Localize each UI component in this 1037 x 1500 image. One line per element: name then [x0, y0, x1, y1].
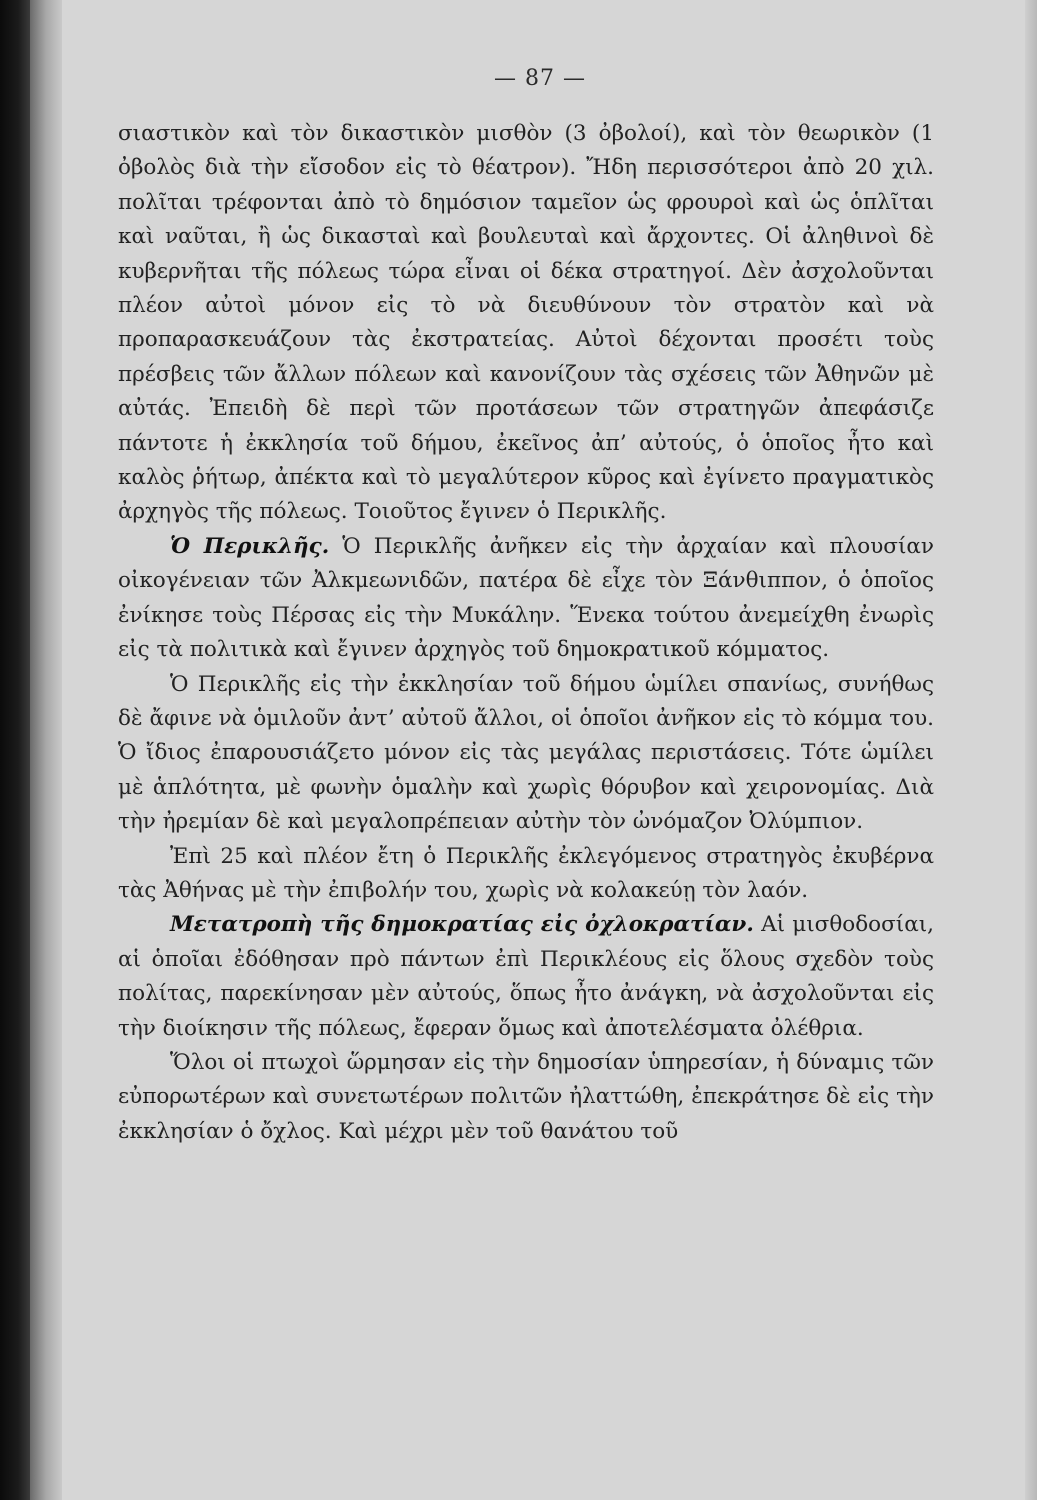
paragraph-text: Ἐπὶ 25 καὶ πλέον ἔτη ὁ Περικλῆς ἐκλεγόμενος στρατηγὸς ἐκυβέρνα τὰς Ἀθήνας μὲ τὴν ἐπιβολήν του, χωρὶς νὰ κολακεύῃ τὸν λαόν. [118, 843, 934, 903]
paragraph [118, 668, 934, 840]
side-heading: Μετατροπὴ τῆς δημοκρατίας εἰς ὀχλοκρατίαν. [170, 912, 754, 938]
paragraph [118, 117, 934, 530]
paragraph-text: Ὅλοι οἱ πτωχοὶ ὥρμησαν εἰς τὴν δημοσίαν ὑπηρεσίαν, ἡ δύναμις τῶν εὐπορωτέρων καὶ συνετωτέρων πολιτῶν ἠλαττώθη, ἐπεκράτησε δὲ εἰς τὴν ἐκκλησίαν ὁ ὄχλος. Καὶ μέχρι μὲν τοῦ θανάτου τοῦ [118, 1049, 934, 1144]
paragraph [118, 530, 934, 668]
paragraph [118, 840, 934, 909]
side-heading: Ὁ Περικλῆς. [170, 533, 330, 559]
book-gutter [30, 0, 62, 1500]
body-text [118, 117, 934, 1149]
paragraph [118, 1046, 934, 1149]
book-binding-shadow [0, 0, 30, 1500]
paragraph-text: Ὁ Περικλῆς ἀνῆκεν εἰς τὴν ἀρχαίαν καὶ πλουσίαν οἰκογένειαν τῶν Ἀλκμεωνιδῶν, πατέρα δὲ εἶχε τὸν Ξάνθιππον, ὁ ὁποῖος ἐνίκησε τοὺς Πέρσας εἰς τὴν Μυκάλην. Ἕνεκα τούτου ἀνεμείχθη ἐνωρὶς εἰς τὰ πολιτικὰ καὶ ἔγινεν ἀρχηγὸς τοῦ δημοκρατικοῦ κόμματος. [118, 533, 934, 663]
paragraph-text: Αἱ μισθοδοσίαι, αἱ ὁποῖαι ἐδόθησαν πρὸ πάντων ἐπὶ Περικλέους εἰς ὅλους σχεδὸν τοὺς πολίτας, παρεκίνησαν μὲν αὐτούς, ὅπως ἦτο ἀνάγκη, νὰ ἀσχολοῦνται εἰς τὴν διοίκησιν τῆς πόλεως, ἔφεραν ὅμως καὶ ἀποτελέσματα ὀλέθρια. [118, 912, 934, 1041]
paragraph-text: σιαστικὸν καὶ τὸν δικαστικὸν μισθὸν (3 ὀβολοί), καὶ τὸν θεωρικὸν (1 ὀβολὸς διὰ τὴν εἴσοδον εἰς τὸ θέατρον). Ἤδη περισσότεροι ἀπὸ 20 χιλ. πολῖται τρέφονται ἀπὸ τὸ δημόσιον ταμεῖον ὡς φρουροὶ καὶ ὡς ὁπλῖται καὶ ναῦται, ἢ ὡς δικασταὶ καὶ βουλευταὶ καὶ ἄρχοντες. Οἱ ἀληθινοὶ δὲ κυβερνῆται τῆς πόλεως τώρα εἶναι οἱ δέκα στρατηγοί. Δὲν ἀσχολοῦνται πλέον αὐτοὶ μόνον εἰς τὸ νὰ διευθύνουν τὸν στρατὸν καὶ νὰ προπαρασκευάζουν τὰς ἐκστρατείας. Αὐτοὶ δέχονται προσέτι τοὺς πρέσβεις τῶν ἄλλων πόλεων καὶ κανονίζουν τὰς σχέσεις τῶν Ἀθηνῶν μὲ αὐτάς. Ἐπειδὴ δὲ περὶ τῶν προτάσεων τῶν στρατηγῶν ἀπεφάσιζε πάντοτε ἡ ἐκκλησία τοῦ δήμου, ἐκεῖνος ἀπ’ αὐτούς, ὁ ὁποῖος ἦτο καὶ καλὸς ῥήτωρ, ἀπέκτα καὶ τὸ μεγαλύτερον κῦρος καὶ ἐγίνετο πραγματικὸς ἀρχηγὸς τῆς πόλεως. Τοιοῦτος ἔγινεν ὁ Περικλῆς. [118, 121, 934, 525]
paragraph [118, 908, 934, 1046]
page-edge [1025, 0, 1037, 1500]
paragraph-text: Ὁ Περικλῆς εἰς τὴν ἐκκλησίαν τοῦ δήμου ὡμίλει σπανίως, συνήθως δὲ ἄφινε νὰ ὁμιλοῦν ἀντ’ αὐτοῦ ἄλλοι, οἱ ὁποῖοι ἀνῆκον εἰς τὸ κόμμα του. Ὁ ἴδιος ἐπαρουσιάζετο μόνον εἰς τὰς μεγάλας περιστάσεις. Τότε ὡμίλει μὲ ἁπλότητα, μὲ φωνὴν ὁμαλὴν καὶ χωρὶς θόρυβον καὶ χειρονομίας. Διὰ τὴν ἠρεμίαν δὲ καὶ μεγαλοπρέπειαν αὐτὴν τὸν ὠνόμαζον Ὀλύμπιον. [118, 671, 934, 835]
page-number: — 87 — [494, 66, 586, 91]
